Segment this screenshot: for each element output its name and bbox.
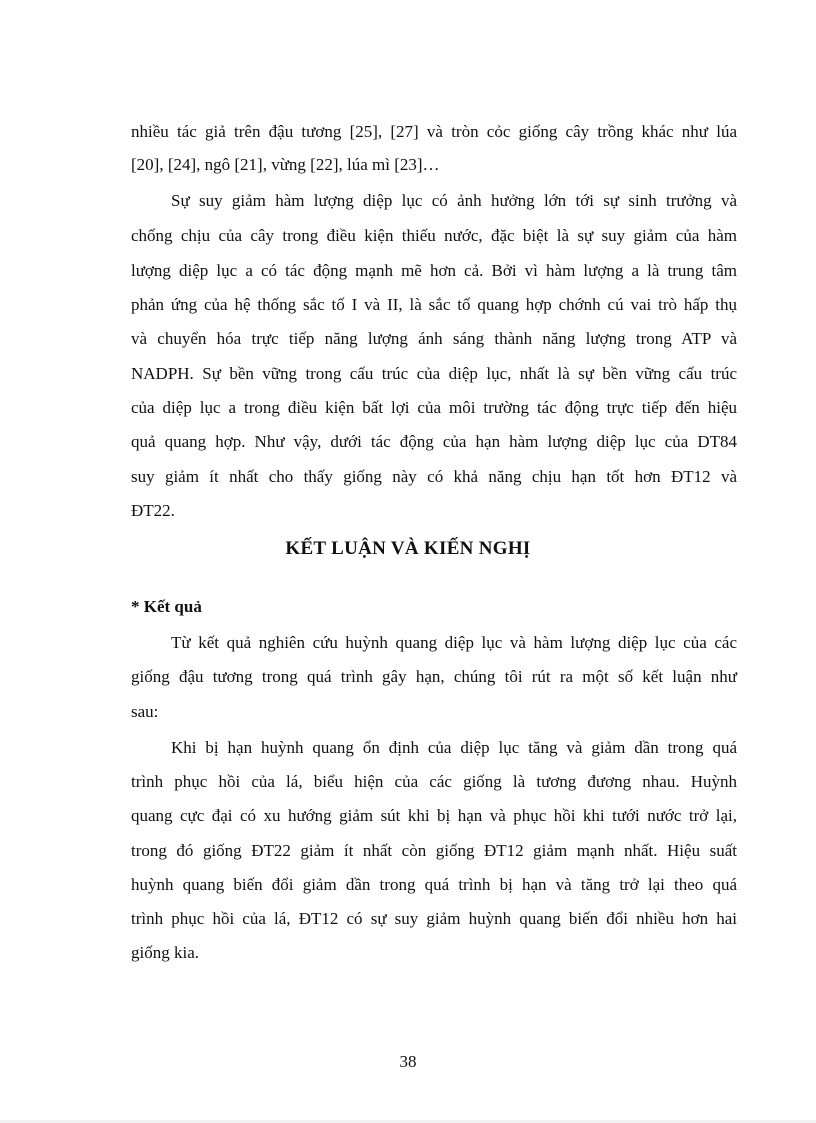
- body-text-line: giống kia.: [131, 943, 199, 962]
- body-text-line: Khi bị hạn huỳnh quang ổn định của diệp lục tăng và giảm dần trong quá: [171, 738, 737, 757]
- body-text-line: chống chịu của cây trong điều kiện thiếu nước, đặc biệt là sự suy giảm của hàm: [131, 226, 737, 245]
- body-text-line: lượng diệp lục a có tác động mạnh mẽ hơn cả. Bởi vì hàm lượng a là trung tâm: [131, 261, 737, 280]
- body-text-line: quả quang hợp. Như vậy, dưới tác động của hạn hàm lượng diệp lục của DT84: [131, 432, 737, 451]
- page-number: 38: [399, 1052, 417, 1071]
- section-heading: KẾT LUẬN VÀ KIẾN NGHỊ: [285, 538, 531, 559]
- body-text-line: suy giảm ít nhất cho thấy giống này có khả năng chịu hạn tốt hơn ĐT12 và: [131, 467, 737, 486]
- subsection-heading: * Kết quả: [131, 597, 202, 616]
- body-text-line: huỳnh quang biến đổi giảm dần trong quá trình bị hạn và tăng trở lại theo quá: [131, 875, 737, 894]
- body-text-line: [20], [24], ngô [21], vừng [22], lúa mì [23]…: [131, 155, 440, 174]
- body-text-line: NADPH. Sự bền vững trong cấu trúc của diệp lục, nhất là sự bền vững cấu trúc: [131, 364, 737, 383]
- body-text-line: quang cực đại có xu hướng giảm sút khi bị hạn và phục hồi khi tưới nước trở lại,: [131, 806, 737, 825]
- body-text-line: ĐT22.: [131, 501, 175, 520]
- body-text-line: sau:: [131, 702, 159, 721]
- body-text-line: trình phục hồi của lá, biểu hiện của các giống là tương đương nhau. Huỳnh: [131, 772, 737, 791]
- body-text-line: và chuyển hóa trực tiếp năng lượng ánh sáng thành năng lượng trong ATP và: [131, 329, 737, 348]
- body-text-line: phản ứng của hệ thống sắc tố I và II, là sắc tố quang hợp chớnh cú vai trò hấp thụ: [131, 295, 737, 314]
- body-text-line: nhiều tác giả trên đậu tương [25], [27] và tròn cỏc giống cây trồng khác như lúa: [131, 122, 737, 141]
- body-text-line: Sự suy giảm hàm lượng diệp lục có ảnh hưởng lớn tới sự sinh trưởng và: [171, 191, 737, 210]
- body-text-line: Từ kết quả nghiên cứu huỳnh quang diệp lục và hàm lượng diệp lục của các: [171, 633, 737, 652]
- body-text-line: trong đó giống ĐT22 giảm ít nhất còn giống ĐT12 giảm mạnh nhất. Hiệu suất: [131, 841, 737, 860]
- body-text-line: trình phục hồi của lá, ĐT12 có sự suy giảm huỳnh quang biến đổi nhiều hơn hai: [131, 909, 737, 928]
- body-text-line: của diệp lục a trong điều kiện bất lợi của môi trường tác động trực tiếp đến hiệu: [131, 398, 737, 417]
- body-text-line: giống đậu tương trong quá trình gây hạn, chúng tôi rút ra một số kết luận như: [131, 667, 737, 686]
